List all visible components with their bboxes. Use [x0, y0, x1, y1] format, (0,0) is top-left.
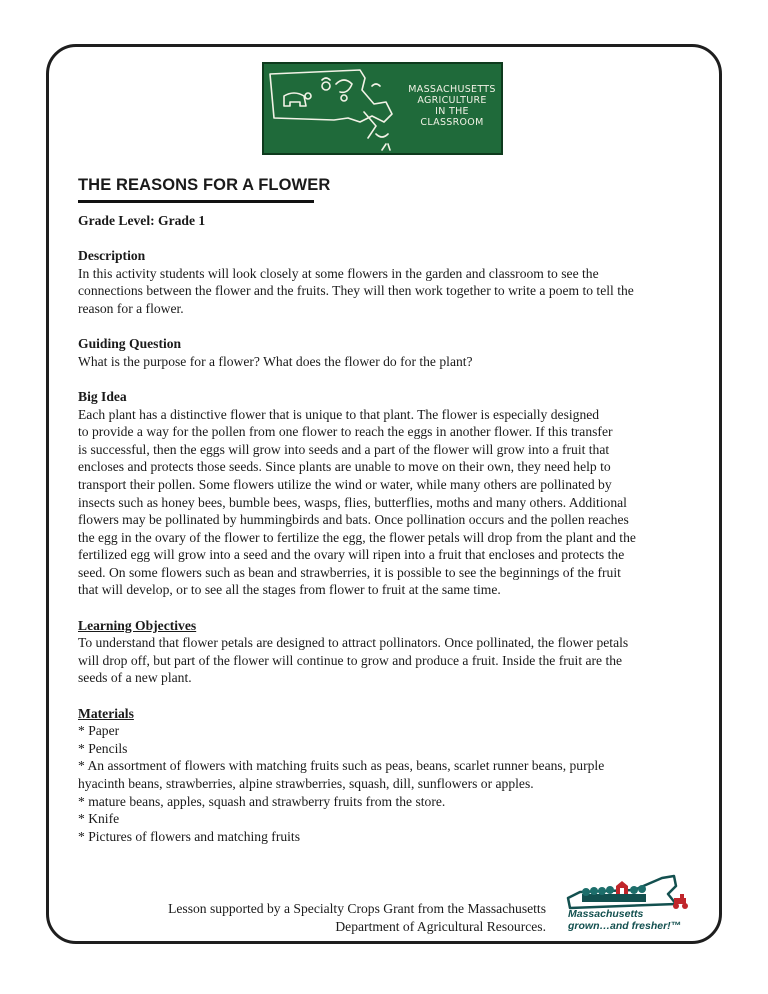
learning-objectives-section: [78, 617, 703, 687]
tagline-line: Massachusetts: [568, 908, 644, 920]
text-line: seeds of a new plant.: [78, 670, 192, 686]
text-line: transport their pollen. Some flowers utilize the wind or water, while many others are pollinated by: [78, 476, 612, 492]
list-item: * Pencils: [78, 740, 128, 756]
text-line: the egg in the ovary of the flower to fertilize the egg, the flower petals will drop from the plant and the: [78, 529, 636, 545]
section-heading: Description: [78, 248, 146, 264]
title-underline: [78, 200, 314, 203]
mass-ag-classroom-logo: [262, 62, 503, 155]
text-line: Each plant has a distinctive flower that is unique to that plant. The flower is especially designed: [78, 406, 600, 422]
logo-text: [402, 84, 502, 128]
list-item: hyacinth beans, strawberries, alpine strawberries, squash, dill, sunflowers or apples.: [78, 776, 534, 791]
text-line: flowers may be pollinated by hummingbirds and bats. Once pollination occurs and the pollen reaches: [78, 512, 629, 528]
text-line: fertilized egg will grow into a seed and the ovary will ripen into a fruit that encloses and protects the: [78, 547, 625, 563]
list-item: * Paper: [78, 723, 120, 739]
section-heading: Guiding Question: [78, 336, 182, 352]
massachusetts-grown-tagline: [568, 909, 698, 932]
tagline-line: grown…and fresher!™: [568, 919, 682, 932]
logo-text-line: IN THE CLASSROOM: [420, 106, 484, 128]
guiding-question-section: [78, 335, 703, 370]
text-line: To understand that flower petals are designed to attract pollinators. Once pollinated, the flower petals: [78, 635, 629, 651]
credit-line: Department of Agricultural Resources.: [335, 918, 546, 934]
text-line: encloses and protects those seeds. Since plants are unable to move on their own, they need help to: [78, 459, 611, 475]
lesson-content: [78, 212, 703, 845]
text-line: is successful, then the eggs will grow into seeds and a part of the flower will grow into a fruit that: [78, 441, 610, 457]
text-line: connections between the flower and the fruits. They will then work together to write a poem to tell the: [78, 283, 634, 299]
description-section: [78, 247, 703, 317]
text-line: will drop off, but part of the flower will continue to grow and produce a fruit. Inside the fruit are the: [78, 652, 623, 668]
text-line: that will develop, or to see all the stages from flower to fruit at the same time.: [78, 582, 501, 598]
section-heading: Big Idea: [78, 388, 127, 404]
logo-text-line: MASSACHUSETTS: [408, 84, 496, 95]
text-line: reason for a flower.: [78, 300, 184, 316]
grant-credit: [104, 900, 546, 935]
materials-section: [78, 705, 703, 846]
text-line: In this activity students will look closely at some flowers in the garden and classroom to see the: [78, 265, 599, 281]
logo-text-line: AGRICULTURE: [417, 95, 487, 106]
text-line: seed. On some flowers such as bean and strawberries, it is possible to see the beginnings of the fruit: [78, 564, 621, 580]
list-item: * Knife: [78, 811, 120, 827]
big-idea-section: [78, 388, 703, 599]
list-item: * Pictures of flowers and matching fruits: [78, 828, 300, 844]
page-title: THE REASONS FOR A FLOWER: [78, 176, 331, 194]
section-heading: Learning Objectives: [78, 617, 197, 633]
section-heading: Materials: [78, 705, 134, 721]
credit-line: Lesson supported by a Specialty Crops Grant from the Massachusetts: [168, 901, 546, 916]
grade-level: Grade Level: Grade 1: [78, 213, 206, 228]
text-line: What is the purpose for a flower? What does the flower do for the plant?: [78, 353, 473, 369]
text-line: insects such as honey bees, bumble bees, wasps, flies, butterflies, moths and many others. Additional: [78, 494, 627, 510]
list-item: * mature beans, apples, squash and strawberry fruits from the store.: [78, 793, 446, 809]
list-item: * An assortment of flowers with matching fruits such as peas, beans, scarlet runner beans, purple: [78, 758, 605, 774]
text-line: to provide a way for the pollen from one flower to reach the eggs in another flower. If this transfer: [78, 424, 613, 440]
